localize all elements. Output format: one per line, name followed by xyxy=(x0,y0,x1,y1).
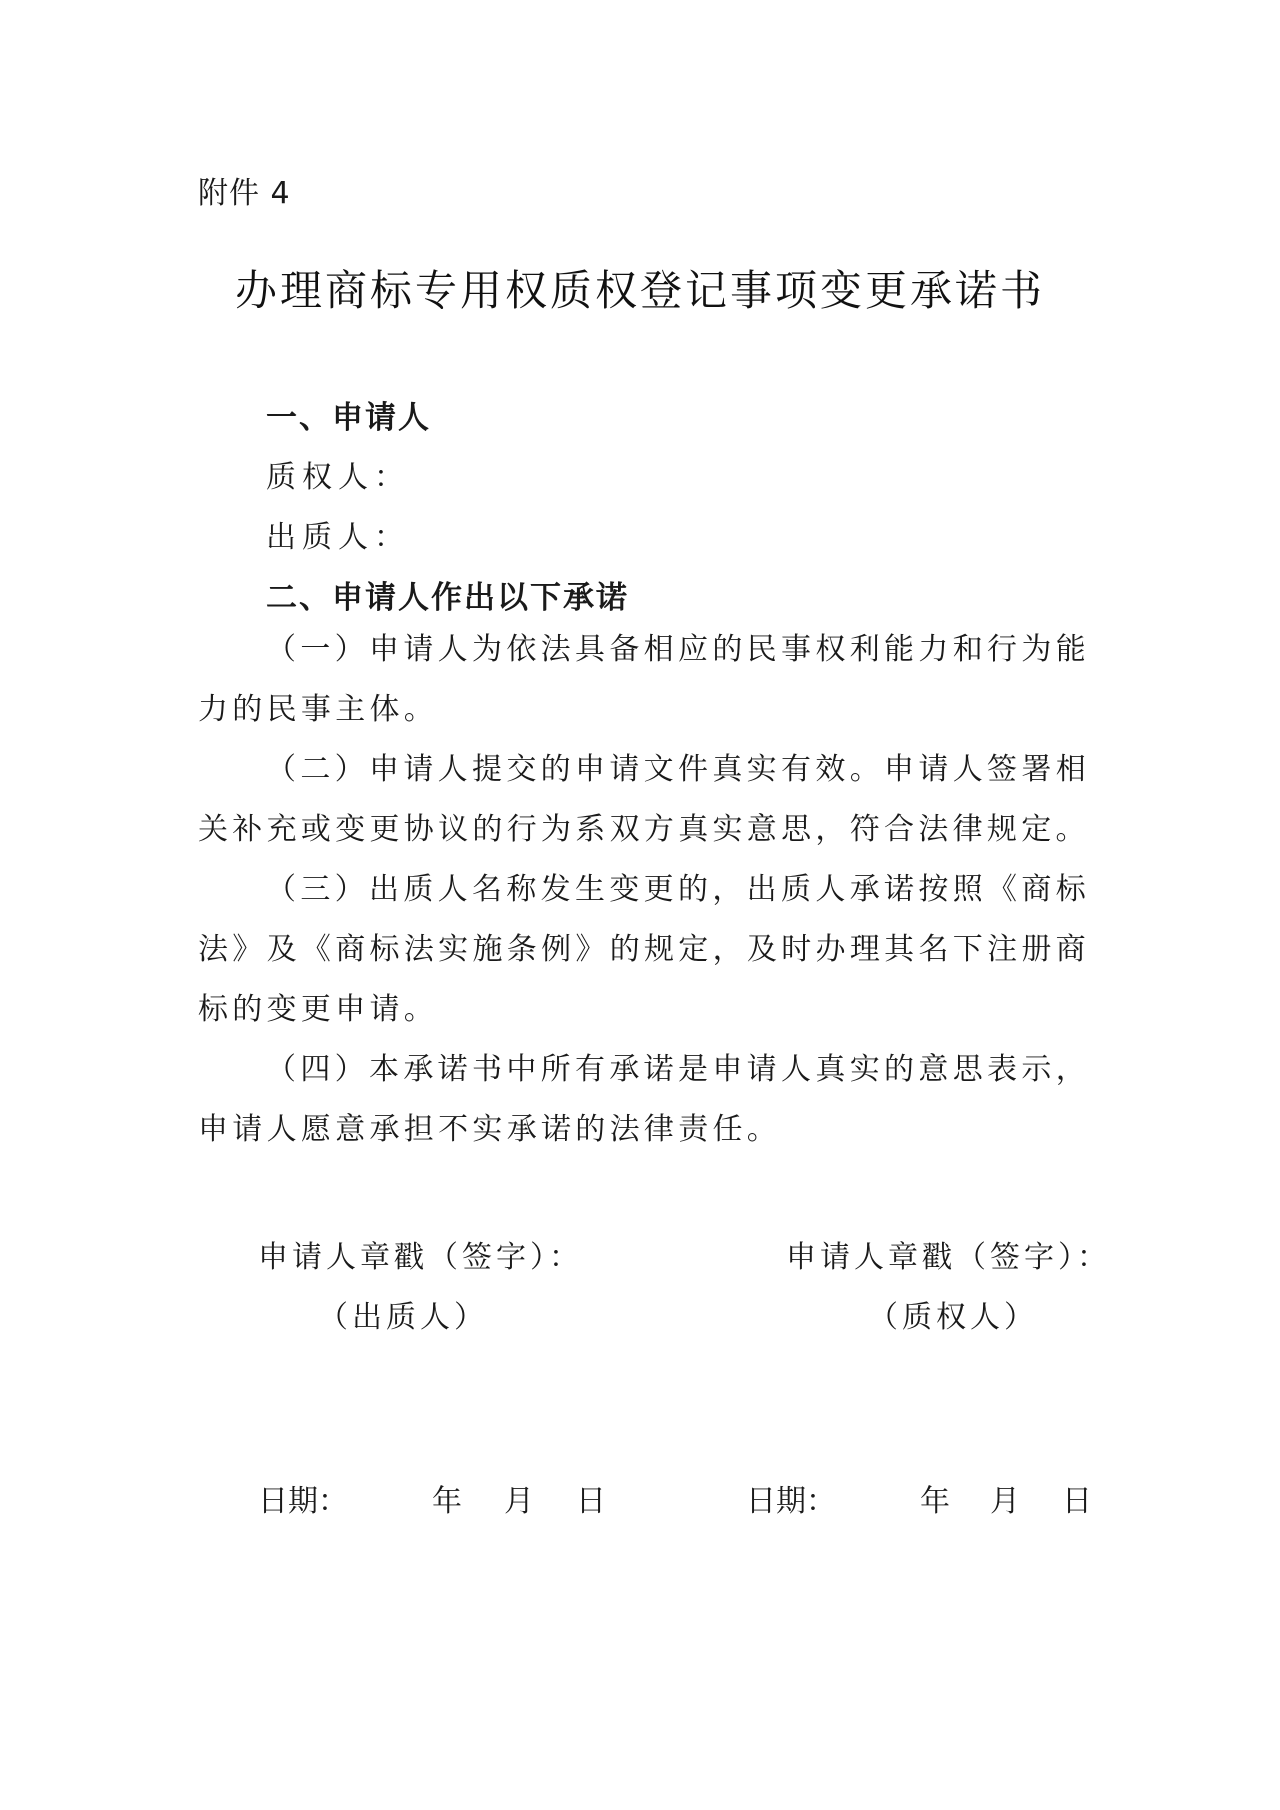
signature-label-left: 申请人章戳（签字）： xyxy=(258,1240,583,1275)
signature-label-right: 申请人章戳（签字）： xyxy=(786,1240,1111,1275)
document-title: 办理商标专用权质权登记事项变更承诺书 xyxy=(234,266,1045,315)
signature-role-left: （出质人） xyxy=(318,1300,488,1335)
commitment-item-2: （二）申请人提交的申请文件真实有效。申请人签署相关补充或变更协议的行为系双方真实意思，符合法律规定。 xyxy=(198,752,1090,847)
commitment-item-1: （一）申请人为依法具备相应的民事权利能力和行为能力的民事主体。 xyxy=(198,632,1090,727)
section1-heading: 一、申请人 xyxy=(266,400,431,436)
date-day-left: 日 xyxy=(576,1484,606,1519)
date-label-left: 日期： xyxy=(258,1484,348,1519)
date-year-left: 年 xyxy=(432,1484,462,1519)
date-day-right: 日 xyxy=(1062,1484,1092,1519)
commitment-item-4: （四）本承诺书中所有承诺是申请人真实的意思表示，申请人愿意承担不实承诺的法律责任。 xyxy=(198,1052,1090,1147)
signature-role-right: （质权人） xyxy=(868,1300,1038,1335)
date-month-left: 月 xyxy=(504,1484,534,1519)
attachment-label: 附件 4 xyxy=(198,176,291,211)
commitment-item-3: （三）出质人名称发生变更的，出质人承诺按照《商标法》及《商标法实施条例》的规定，及时办理其名下注册商标的变更申请。 xyxy=(198,872,1090,1027)
date-label-right: 日期： xyxy=(746,1484,836,1519)
pledgee-label: 质权人： xyxy=(266,460,410,495)
section2-heading: 二、申请人作出以下承诺 xyxy=(266,580,629,616)
date-year-right: 年 xyxy=(920,1484,950,1519)
pledgor-label: 出质人： xyxy=(266,520,410,555)
date-month-right: 月 xyxy=(990,1484,1020,1519)
